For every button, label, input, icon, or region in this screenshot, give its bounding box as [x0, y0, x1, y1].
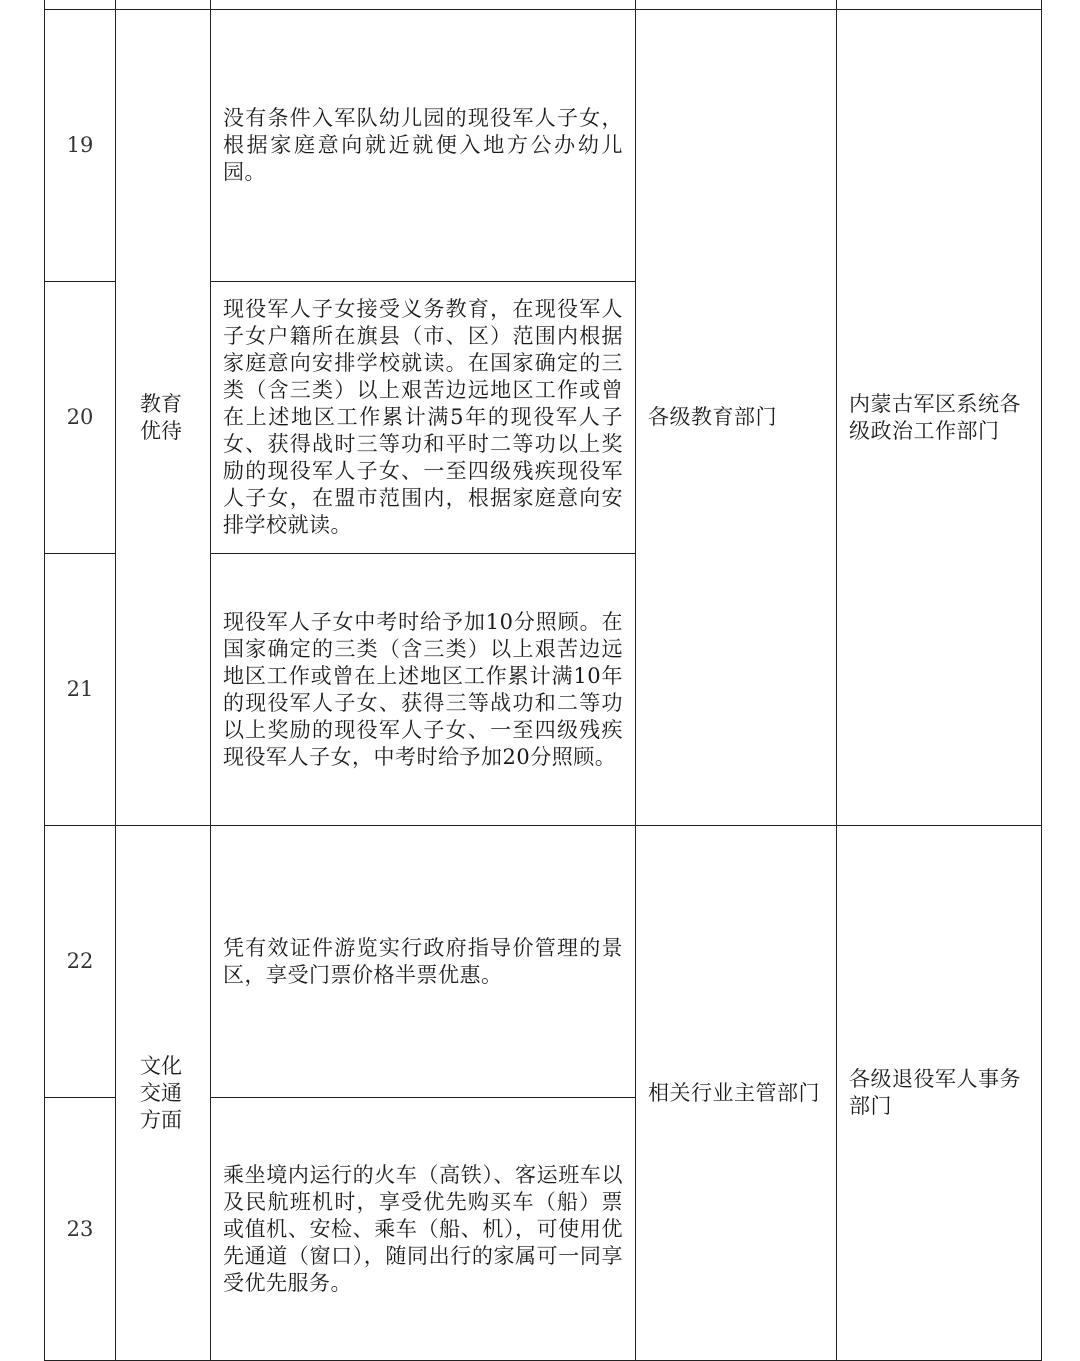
table-cell-empty [636, 0, 837, 10]
policy-content-cell [211, 10, 636, 282]
table-cell-empty [211, 0, 636, 10]
table-row [45, 10, 1042, 282]
policy-content-cell [211, 554, 636, 826]
guidance-department: 各级退役军人事务部门 [849, 1067, 1021, 1118]
policy-content-cell [211, 826, 636, 1098]
row-number: 22 [45, 826, 116, 1098]
policy-content-cell [211, 1098, 636, 1361]
policy-content: 凭有效证件游览实行政府指导价管理的景区，享受门票价格半票优惠。 [223, 935, 623, 987]
guidance-department-cell [837, 826, 1042, 1361]
row-number: 23 [45, 1098, 116, 1361]
table-cell-empty [837, 0, 1042, 10]
responsible-department: 相关行业主管部门 [648, 1080, 820, 1105]
table-cell-empty [45, 0, 116, 10]
policy-content-cell [211, 282, 636, 554]
responsible-department: 各级教育部门 [648, 405, 777, 429]
policy-content: 没有条件入军队幼儿园的现役军人子女，根据家庭意向就近就便入地方公办幼儿园。 [223, 106, 623, 184]
responsible-department-cell [636, 10, 837, 826]
policy-content: 现役军人子女中考时给予加10分照顾。在国家确定的三类（含三类）以上艰苦边远地区工作或曾在上述地区工作累计满10年的现役军人子女、获得三等战功和二等功以上奖励的现役军人子女、一至四级残疾现役军人子女，中考时给予加20分照顾。 [223, 609, 623, 769]
category-label: 教育优待 [140, 391, 182, 443]
preferential-policy-table [44, 0, 1042, 1361]
table-row-continued-top [45, 0, 1042, 10]
row-number: 20 [45, 282, 116, 554]
guidance-department-cell [837, 10, 1042, 826]
category-cell-education [116, 10, 211, 826]
table-cell-empty [116, 0, 211, 10]
category-cell-culture-transport [116, 826, 211, 1361]
guidance-department: 内蒙古军区系统各级政治工作部门 [849, 391, 1021, 443]
table-row [45, 826, 1042, 1098]
responsible-department-cell [636, 826, 837, 1361]
row-number: 19 [45, 10, 116, 282]
row-number: 21 [45, 554, 116, 826]
policy-content: 乘坐境内运行的火车（高铁）、客运班车以及民航班机时，享受优先购买车（船）票或值机、安检、乘车（船、机），可使用优先通道（窗口），随同出行的家属可一同享受优先服务。 [223, 1162, 623, 1295]
category-label: 文化交通方面 [140, 1053, 182, 1132]
policy-content: 现役军人子女接受义务教育，在现役军人子女户籍所在旗县（市、区）范围内根据家庭意向安排学校就读。在国家确定的三类（含三类）以上艰苦边远地区工作或曾在上述地区工作累计满5年的现役军人子女、获得战时三等功和平时二等功以上奖励的现役军人子女、一至四级残疾现役军人子女，在盟市范围内，根据家庭意向安排学校就读。 [223, 297, 623, 537]
